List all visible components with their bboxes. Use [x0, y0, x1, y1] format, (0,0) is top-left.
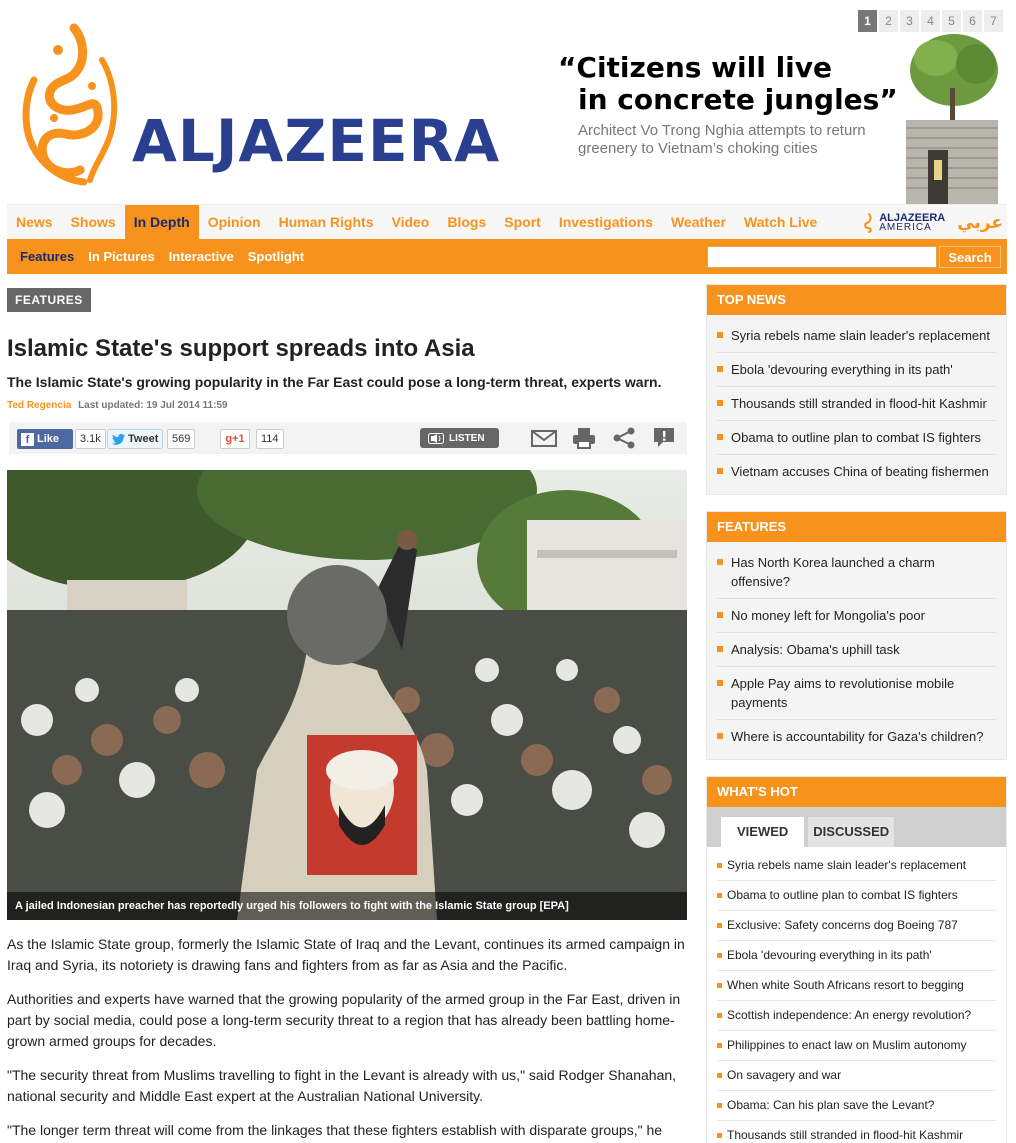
article-paragraph: "The longer term threat will come from the linkages that these fighters establish with disparate groups," he: [7, 1122, 663, 1138]
google-plus-count: 114: [256, 429, 284, 449]
share-bar: [9, 422, 687, 454]
nav-in-depth[interactable]: In Depth: [125, 205, 199, 240]
nav-investigations[interactable]: Investigations: [558, 214, 653, 230]
nav-shows[interactable]: Shows: [70, 214, 116, 230]
main-nav: [7, 204, 1007, 239]
subnav-in-pictures[interactable]: In Pictures: [88, 249, 155, 264]
facebook-like-label: Like: [37, 433, 60, 445]
section-tag[interactable]: FEATURES: [7, 288, 91, 312]
promo-subtitle[interactable]: Architect Vo Trong Nghia attempts to return greenery to Vietnam’s choking cities: [578, 122, 866, 157]
aljazeera-america-link[interactable]: [860, 212, 945, 234]
article-byline: [7, 400, 228, 411]
features-item[interactable]: Where is accountability for Gaza's children?: [717, 720, 996, 753]
whats-hot-item[interactable]: Ebola 'devouring everything in its path': [717, 941, 996, 971]
whats-hot-item[interactable]: Obama to outline plan to combat IS fighters: [717, 881, 996, 911]
promo-page-7[interactable]: 7: [984, 10, 1003, 32]
search-input[interactable]: [707, 246, 937, 268]
whats-hot-item[interactable]: Exclusive: Safety concerns dog Boeing 787: [717, 911, 996, 941]
sidebar: [706, 284, 1007, 1143]
promo-page-3[interactable]: 3: [900, 10, 919, 32]
whats-hot-tabs: [707, 807, 1006, 847]
arabic-site-link[interactable]: عربي: [957, 213, 1003, 233]
top-news-item[interactable]: Thousands still stranded in flood-hit Kashmir: [717, 387, 996, 421]
article-paragraph: As the Islamic State group, formerly the Islamic State of Iraq and the Levant, continues its armed campaign in Iraq and Syria, its notoriety is drawing fans and fighters from as far as Asia and the Pacific.: [7, 936, 685, 973]
article: [7, 288, 687, 1138]
top-news-item[interactable]: Obama to outline plan to combat IS fighters: [717, 421, 996, 455]
promo-quote-line2: in concrete jungles”: [578, 83, 898, 116]
search-button[interactable]: Search: [939, 246, 1001, 268]
feedback-icon[interactable]: [651, 426, 677, 450]
google-plus-button[interactable]: g+1: [220, 429, 250, 449]
promo-headline[interactable]: [558, 52, 918, 116]
sub-nav: [7, 239, 1007, 274]
article-body: [7, 934, 687, 1143]
nav-weather[interactable]: Weather: [670, 214, 726, 230]
top-news-title: TOP NEWS: [707, 285, 1006, 315]
whats-hot-item[interactable]: Thousands still stranded in flood-hit Kashmir: [717, 1121, 996, 1143]
features-box: [706, 511, 1007, 760]
america-logo-line1: ALJAZEERA: [879, 212, 946, 224]
facebook-count: 3.1k: [75, 429, 106, 449]
whats-hot-item[interactable]: When white South Africans resort to begging: [717, 971, 996, 1001]
promo-tree-building-image[interactable]: [900, 28, 1008, 204]
share-icon[interactable]: [611, 426, 637, 450]
promo-page-5[interactable]: 5: [942, 10, 961, 32]
tweet-button[interactable]: [107, 429, 163, 449]
aljazeera-america-icon: [860, 212, 876, 234]
tweet-count: 569: [167, 429, 195, 449]
print-icon[interactable]: [571, 426, 597, 450]
nav-blogs[interactable]: Blogs: [447, 214, 487, 230]
article-paragraph: Authorities and experts have warned that the growing popularity of the armed group in the Far East, driven in part by social media, could pose a long-term security threat to a region that has already been battling home-grown armed groups for decades.: [7, 991, 681, 1049]
features-item[interactable]: No money left for Mongolia's poor: [717, 599, 996, 633]
features-item[interactable]: Has North Korea launched a charm offensive?: [717, 546, 996, 599]
whats-hot-item[interactable]: Obama: Can his plan save the Levant?: [717, 1091, 996, 1121]
whats-hot-box: [706, 776, 1007, 1143]
subnav-features[interactable]: Features: [20, 249, 75, 264]
article-photo[interactable]: [7, 470, 687, 920]
promo-page-4[interactable]: 4: [921, 10, 940, 32]
whats-hot-item[interactable]: Scottish independence: An energy revolution?: [717, 1001, 996, 1031]
article-paragraph: "The security threat from Muslims travelling to fight in the Levant is already with us," said Rodger Shanahan, national security and Middle East expert at the Australian National University.: [7, 1067, 677, 1104]
tab-discussed[interactable]: DISCUSSED: [808, 817, 894, 847]
author-link[interactable]: Ted Regencia: [7, 400, 72, 411]
listen-label: LISTEN: [449, 432, 485, 444]
nav-opinion[interactable]: Opinion: [207, 214, 261, 230]
nav-news[interactable]: News: [16, 214, 53, 230]
email-icon[interactable]: [531, 426, 557, 450]
tweet-label: Tweet: [128, 433, 159, 445]
top-news-item[interactable]: Vietnam accuses China of beating fishermen: [717, 455, 996, 488]
facebook-like-button[interactable]: [17, 429, 73, 449]
site-header: [0, 0, 1016, 204]
promo-page-6[interactable]: 6: [963, 10, 982, 32]
features-item[interactable]: Apple Pay aims to revolutionise mobile payments: [717, 667, 996, 720]
aljazeera-logo[interactable]: [10, 20, 500, 190]
rally-crowd-image: [7, 470, 687, 920]
whats-hot-item[interactable]: Philippines to enact law on Muslim autonomy: [717, 1031, 996, 1061]
twitter-bird-icon: [112, 434, 125, 445]
nav-video[interactable]: Video: [391, 214, 430, 230]
nav-sport[interactable]: Sport: [504, 214, 541, 230]
america-logo-line2: AMERICA: [879, 222, 932, 233]
promo-page-1[interactable]: 1: [858, 10, 877, 32]
nav-watch-live[interactable]: Watch Live: [743, 214, 818, 230]
speaker-icon: [428, 433, 444, 444]
article-headline: Islamic State's support spreads into Asia: [7, 335, 475, 362]
features-title: FEATURES: [707, 512, 1006, 542]
top-news-box: [706, 284, 1007, 495]
last-updated: Last updated: 19 Jul 2014 11:59: [78, 400, 228, 411]
features-item[interactable]: Analysis: Obama's uphill task: [717, 633, 996, 667]
whats-hot-title: WHAT'S HOT: [707, 777, 1006, 807]
nav-human-rights[interactable]: Human Rights: [278, 214, 374, 230]
top-news-item[interactable]: Ebola 'devouring everything in its path': [717, 353, 996, 387]
tab-viewed[interactable]: VIEWED: [721, 817, 804, 847]
facebook-icon: f: [21, 433, 34, 446]
logo-wordmark: ALJAZEERA: [132, 107, 501, 175]
photo-caption: A jailed Indonesian preacher has reportedly urged his followers to fight with the Islamic State group [EPA]: [7, 892, 687, 920]
whats-hot-item[interactable]: On savagery and war: [717, 1061, 996, 1091]
promo-quote-line1: “Citizens will live: [558, 51, 833, 84]
whats-hot-item[interactable]: Syria rebels name slain leader's replacement: [717, 851, 996, 881]
promo-page-2[interactable]: 2: [879, 10, 898, 32]
subnav-interactive[interactable]: Interactive: [168, 249, 234, 264]
subnav-spotlight[interactable]: Spotlight: [247, 249, 305, 264]
top-news-item[interactable]: Syria rebels name slain leader's replacement: [717, 319, 996, 353]
aljazeera-calligraphy-icon: [14, 20, 124, 190]
listen-button[interactable]: [420, 428, 499, 448]
article-standfirst: The Islamic State's growing popularity in the Far East could pose a long-term threat, experts warn.: [7, 374, 662, 390]
